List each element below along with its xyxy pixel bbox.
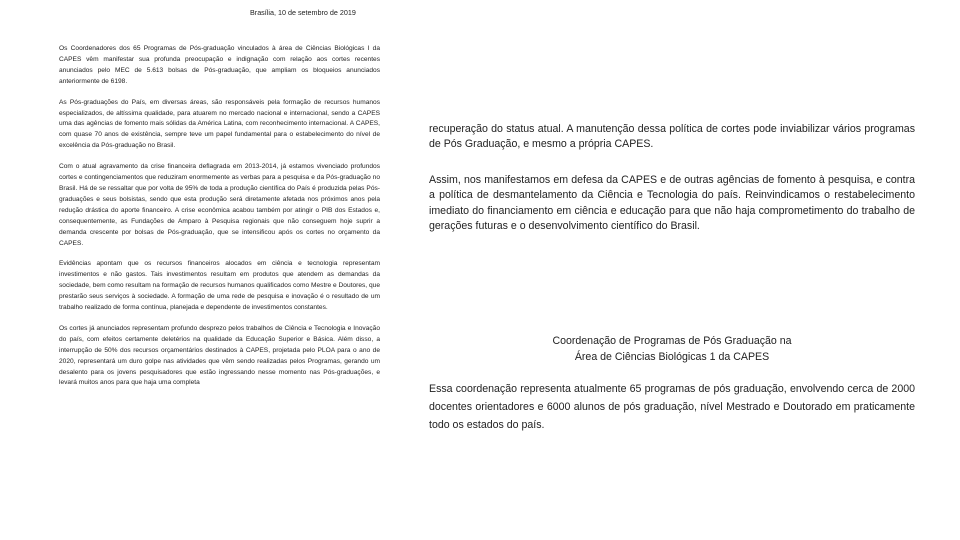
paragraph-capes-role: As Pós-graduações do País, em diversas áreas, são responsáveis pela formação de recursos humanos especializados, de altíssima qualidade, para atuarem no mercado nacional e internacional, sendo a CAPES uma das agências de fomento mais sólidas da América Latina, com reconhecimento internacional. A CAPES, com quase 70 anos de existência, sempre teve um papel fundamental para o estabelecimento do nível de excelência da Pós-graduação no Brasil. bbox=[59, 98, 380, 150]
coordination-note-block bbox=[429, 380, 915, 435]
letter-date: Brasília, 10 de setembro de 2019 bbox=[250, 8, 356, 17]
paragraph-financial-crisis: Com o atual agravamento da crise financeira deflagrada em 2013-2014, já estamos vivenciado profundos cortes e contingenciamentos que reduziram enormemente as verbas para a pesquisa e da Pós-graduação no Brasil. Há de se ressaltar que por volta de 95% de toda a produção científica do País é produzida pelas Pós-graduações e seus bolsistas, sendo que esta produção será diretamente afetada nos próximos anos pela redução drástica do aporte financeiro. A crise econômica acabou também por atingir o PIB dos Estados e, consequentemente, as Fundações de Amparo à Pesquisa regionais que não conseguem hoje suprir a demanda crescente por bolsas de Pós-graduação, que se intensificou após os cortes no orçamento da CAPES. bbox=[59, 163, 380, 247]
signature-line-1: Coordenação de Programas de Pós Graduação na bbox=[552, 335, 792, 347]
paragraph-intro: Os Coordenadores dos 65 Programas de Pós-graduação vinculados à área de Ciências Biológicas I da CAPES vêm manifestar sua profunda preocupação e indignação com relação aos cortes recentes anunciados pelo MEC de 5.613 bolsas de Pós-graduação, que ampliam os bloqueios anunciados anteriormente de 6198. bbox=[59, 45, 380, 85]
left-page-body bbox=[59, 44, 380, 389]
signature-block bbox=[429, 334, 915, 365]
signature-line-2: Área de Ciências Biológicas 1 da CAPES bbox=[574, 350, 770, 363]
paragraph-continuation: recuperação do status atual. A manutenção dessa política de cortes pode inviabilizar vários programas de Pós Graduação, e mesmo a própria CAPES. bbox=[429, 123, 915, 151]
coordination-note: Essa coordenação representa atualmente 65 programas de pós graduação, envolvendo cerca de 2000 docentes orientadores e 6000 alunos de pós graduação, nível Mestrado e Doutorado em praticamente todo os estados do país. bbox=[429, 383, 915, 432]
paragraph-manifesto: Assim, nos manifestamos em defesa da CAPES e de outras agências de fomento à pesquisa, e contra a política de desmantelamento da Ciência e Tecnologia do país. Reinvindicamos o restabelecimento imediato do financiamento em ciência e educação para que não haja comprometimento do trabalho de gerações futuras e o desenvolvimento científico do Brasil. bbox=[429, 173, 915, 233]
paragraph-budget-cuts: Os cortes já anunciados representam profundo desprezo pelos trabalhos de Ciência e Tecnologia e Inovação do país, com efeitos certamente deletérios na qualidade da Educação Superior e Básica. Além disso, a interrupção de 50% dos recursos orçamentários destinados à CAPES, projetada pelo PLOA para o ano de 2020, representará um duro golpe nas atividades que vêm sendo realizadas pelos Programas, gerando um desalento para os jovens pesquisadores que estão ingressando nesse momento nas Pós-graduações, e levará muitos anos para que haja uma completa bbox=[59, 324, 380, 387]
paragraph-investment-evidence: Evidências apontam que os recursos financeiros alocados em ciência e tecnologia representam investimentos e não gastos. Tais investimentos resultam em produtos que atendem as demandas da sociedade, bem como resultam na formação de recursos humanos qualificados como Mestre e Doutores, que prestarão seus serviços à sociedade. A formação de uma rede de pesquisa e inovação é o resultado de um trabalho realizado de forma contínua, planejada e dependente de investimentos constantes. bbox=[59, 260, 380, 312]
right-page bbox=[480, 0, 960, 540]
right-page-body bbox=[429, 122, 915, 254]
